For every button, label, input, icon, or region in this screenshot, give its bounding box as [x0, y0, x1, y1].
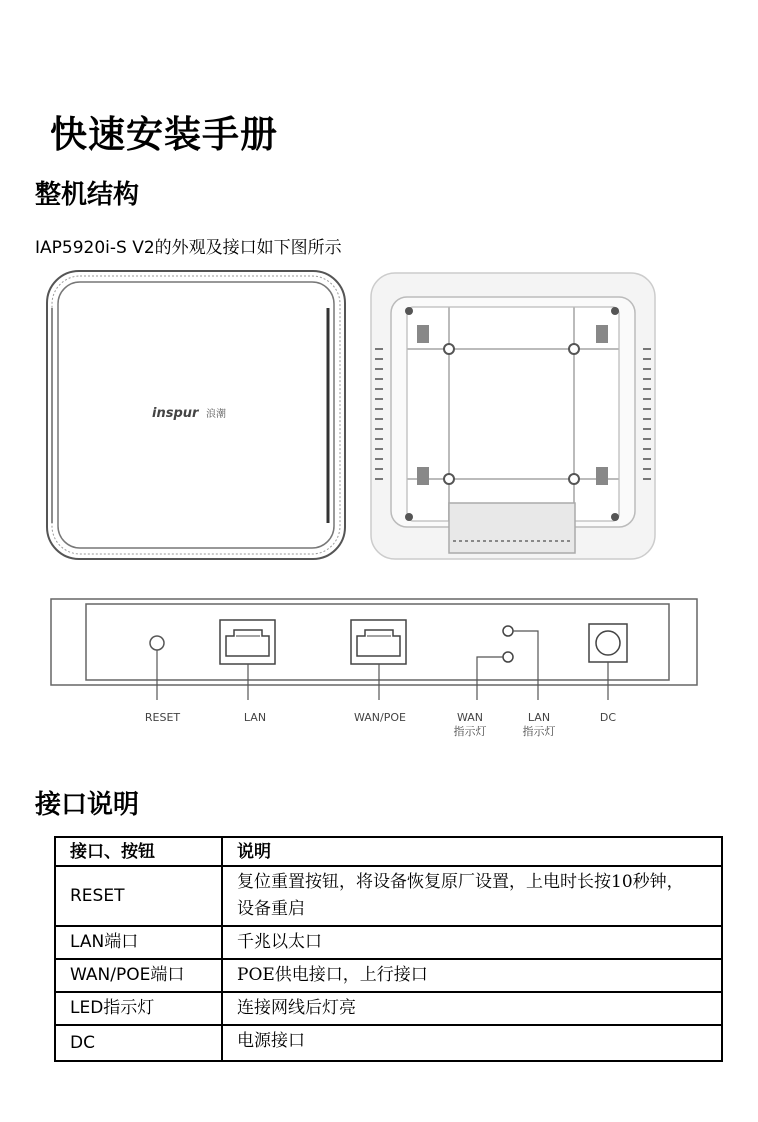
interface-table — [54, 836, 723, 1062]
table-row — [55, 959, 722, 992]
port-label-lan: LAN — [243, 711, 267, 724]
table-cell-desc: 复位重置按钮，将设备恢复原厂设置，上电时长按10秒钟，设备重启 — [222, 866, 722, 926]
table-cell-name: DC — [55, 1025, 222, 1061]
table-cell-desc: 连接网线后灯亮 — [222, 992, 722, 1025]
reset-hole — [150, 636, 164, 650]
table-header-cell: 接口、按钮 — [55, 837, 222, 866]
port-label-dc: DC — [599, 711, 617, 724]
table-row — [55, 1025, 722, 1061]
lan-port — [220, 620, 275, 664]
table-cell-desc: 千兆以太口 — [222, 926, 722, 959]
port-label-wan-led: WAN 指示灯 — [453, 711, 487, 738]
port-label-lan-led: LAN 指示灯 — [522, 711, 556, 738]
device-back-figure — [369, 271, 657, 561]
page-title: 快速安装手册 — [50, 112, 278, 156]
table-cell-desc: 电源接口 — [222, 1025, 722, 1061]
table-cell-name: RESET — [55, 866, 222, 926]
table-header-cell: 说明 — [222, 837, 722, 866]
table-row — [55, 992, 722, 1025]
device-front-figure — [44, 268, 349, 563]
table-row — [55, 926, 722, 959]
structure-intro: IAP5920i-S V2的外观及接口如下图所示 — [35, 238, 342, 258]
port-panel-figure — [50, 598, 698, 700]
section-heading-interfaces: 接口说明 — [35, 790, 140, 820]
port-label-reset: RESET — [144, 711, 181, 724]
port-label-wan-poe: WAN/POE — [354, 711, 406, 724]
table-cell-name: WAN/POE端口 — [55, 959, 222, 992]
dc-port — [589, 624, 627, 662]
table-row — [55, 866, 722, 926]
table-header-row — [55, 837, 722, 866]
table-cell-name: LED指示灯 — [55, 992, 222, 1025]
lan-led — [503, 626, 513, 636]
table-cell-desc: POE供电接口，上行接口 — [222, 959, 722, 992]
table-cell-name: LAN端口 — [55, 926, 222, 959]
section-heading-structure: 整机结构 — [35, 180, 140, 210]
device-logo-cn: 浪潮 — [206, 409, 226, 420]
device-logo-brand: inspur — [152, 406, 199, 421]
wan-led — [503, 652, 513, 662]
wan-poe-port — [351, 620, 406, 664]
